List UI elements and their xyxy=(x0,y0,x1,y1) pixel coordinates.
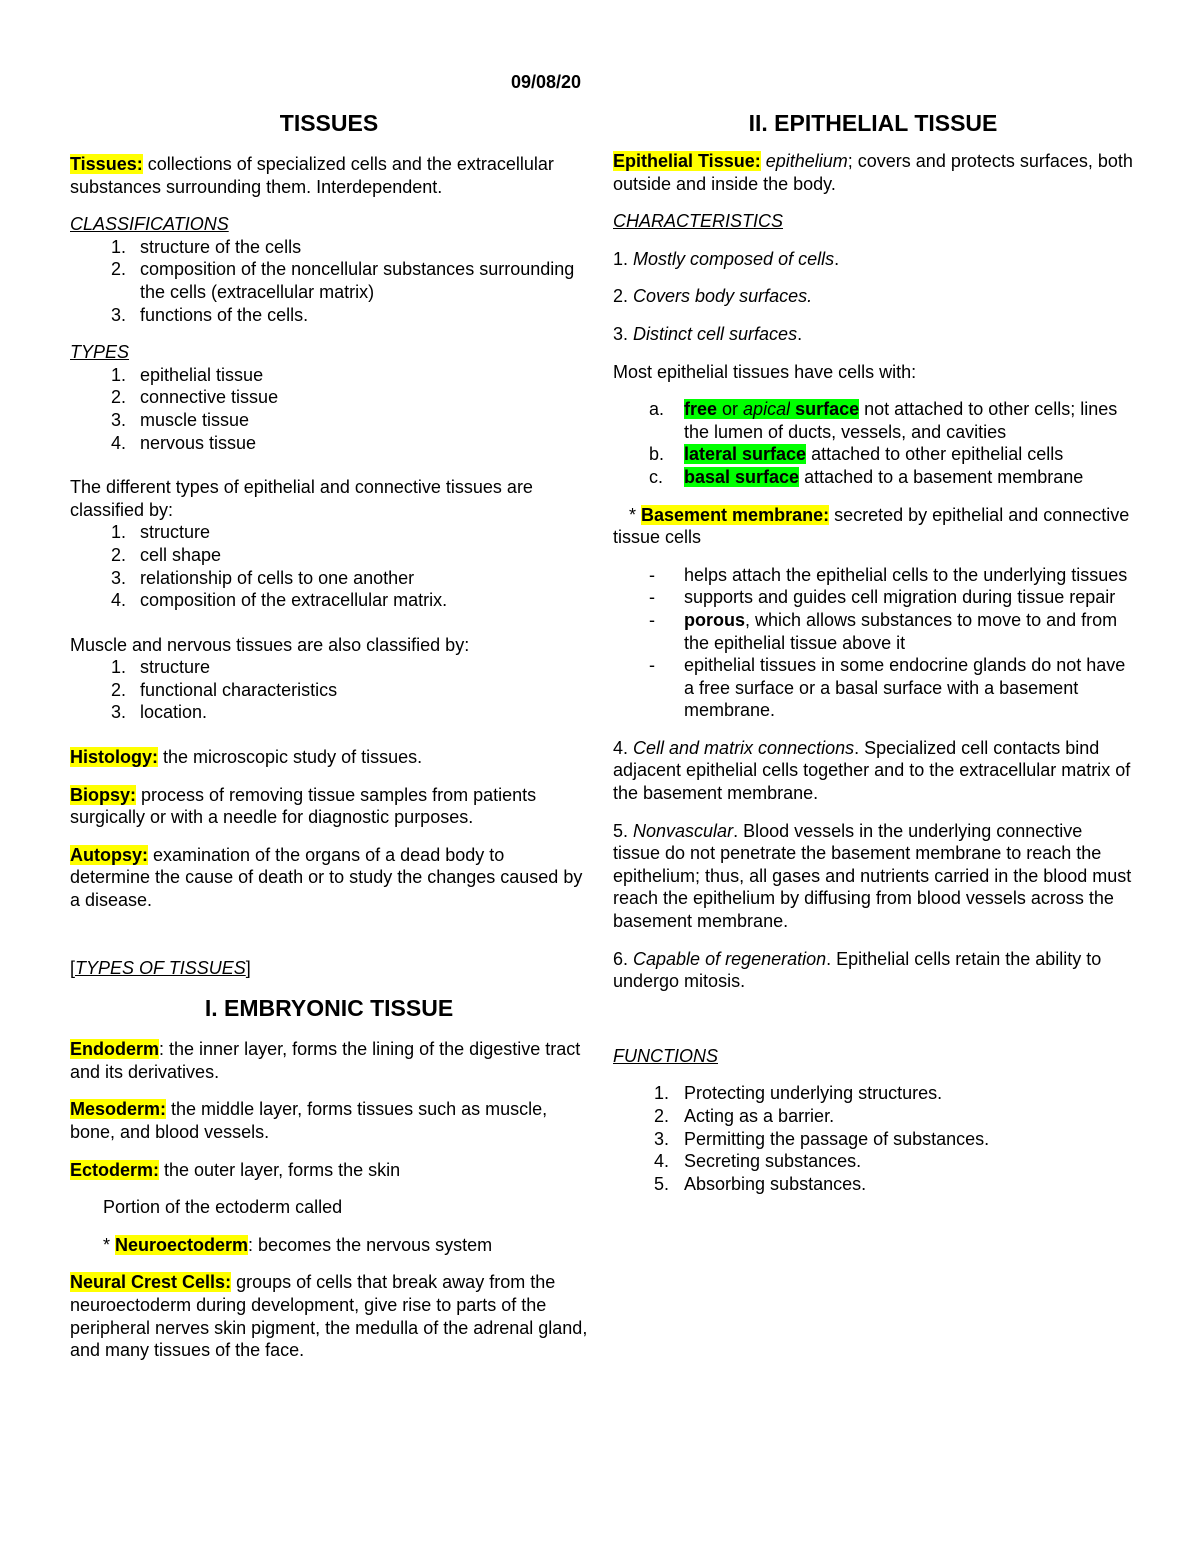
left-column xyxy=(70,108,588,1377)
types-of-tissues-heading: [TYPES OF TISSUES] xyxy=(70,957,251,978)
histology-definition: Histology: the microscopic study of tissues. xyxy=(70,747,423,768)
most-epithelial-intro: Most epithelial tissues have cells with: xyxy=(613,361,917,382)
characteristic-3: 3. Distinct cell surfaces. xyxy=(613,323,803,344)
right-column xyxy=(613,108,1133,1195)
list-item: 4. composition of the extracellular matrix. xyxy=(110,590,448,611)
list-item: 1. structure of the cells xyxy=(110,236,302,257)
characteristic-1: 1. Mostly composed of cells. xyxy=(613,248,840,269)
characteristic-2: 2. Covers body surfaces. xyxy=(613,286,813,307)
functions-list xyxy=(613,1082,1133,1195)
biopsy-definition: Biopsy: process of removing tissue samples from patients surgically or with a needle for diagnostic purposes. xyxy=(70,784,537,828)
list-item: 3. location. xyxy=(110,702,208,723)
neural-crest-definition: Neural Crest Cells: groups of cells that break away from the neuroectoderm during development, give rise to parts of the peripheral nerves skin pigment, the medulla of the adrenal gland, and many tissues of the face. xyxy=(70,1272,588,1361)
characteristic-6: 6. Capable of regeneration. Epithelial cells retain the ability to undergo mitosis. xyxy=(613,948,1102,992)
classifications-heading: CLASSIFICATIONS xyxy=(70,214,229,235)
epithelial-title: II. EPITHELIAL TISSUE xyxy=(748,110,998,136)
list-item: - epithelial tissues in some endocrine glands do not have a free surface or a basal surface with a basement membrane. xyxy=(649,655,1126,721)
basement-membrane-definition: * Basement membrane: secreted by epithelial and connective tissue cells xyxy=(613,504,1130,548)
list-item: 2. connective tissue xyxy=(110,387,279,408)
basement-membrane-points xyxy=(613,564,1133,722)
characteristic-4: 4. Cell and matrix connections. Specialized cell contacts bind adjacent epithelial cells together and to the extracellular matrix of the basement membrane. xyxy=(613,737,1131,804)
neuroectoderm-term: Neuroectoderm xyxy=(115,1234,249,1255)
ectoderm-definition: Ectoderm: the outer layer, forms the skin xyxy=(70,1159,401,1180)
tissues-def-text: collections of specialized cells and the extracellular substances surrounding them. Interdependent. xyxy=(70,154,554,197)
autopsy-definition: Autopsy: examination of the organs of a dead body to determine the cause of death or to study the changes caused by a disease. xyxy=(70,844,583,911)
epithelial-definition: Epithelial Tissue: epithelium; covers and protects surfaces, both outside and inside the body. xyxy=(613,151,1133,194)
portion-text: Portion of the ectoderm called xyxy=(103,1197,343,1218)
mesoderm-term: Mesoderm: xyxy=(70,1099,167,1120)
epithelial-term: Epithelial Tissue: xyxy=(613,151,761,171)
surfaces-list xyxy=(613,398,1133,488)
tissues-definition xyxy=(70,153,588,198)
types-heading: TYPES xyxy=(70,342,130,363)
mesoderm-definition: Mesoderm: the middle layer, forms tissues such as muscle, bone, and blood vessels. xyxy=(70,1099,548,1142)
tissues-title: TISSUES xyxy=(279,110,379,136)
classifications-list xyxy=(70,236,588,326)
ectoderm-term: Ectoderm: xyxy=(70,1159,160,1180)
mus-nerv-list xyxy=(70,656,588,724)
embryonic-title: I. EMBRYONIC TISSUE xyxy=(204,995,454,1022)
histology-term: Histology: xyxy=(70,747,158,768)
endoderm-term: Endoderm xyxy=(70,1039,160,1060)
biopsy-term: Biopsy: xyxy=(70,784,137,805)
types-list xyxy=(70,364,588,454)
characteristic-5: 5. Nonvascular. Blood vessels in the underlying connective tissue do not penetrate the basement membrane to reach the epithelium; thus, all gases and nutrients carried in the blood must reach the epithelium by diffusing from blood vessels across the basement membrane. xyxy=(613,820,1132,932)
list-item: 2. functional characteristics xyxy=(110,679,338,700)
list-item: 3. relationship of cells to one another xyxy=(110,567,415,588)
list-item: 4. nervous tissue xyxy=(110,432,257,453)
list-item: 4. Secreting substances. xyxy=(653,1151,862,1172)
list-item: 1. epithelial tissue xyxy=(110,364,264,385)
list-item: - porous, which allows substances to move to and from the epithelial tissue above it xyxy=(649,609,1118,653)
list-item: b. lateral surface attached to other epithelial cells xyxy=(649,444,1064,465)
list-item: 2. cell shape xyxy=(110,544,222,565)
mus-nerv-intro: Muscle and nervous tissues are also classified by: xyxy=(70,634,470,655)
neuroectoderm-definition: * Neuroectoderm: becomes the nervous system xyxy=(103,1234,493,1255)
list-item: 1. structure xyxy=(110,522,211,543)
neural-crest-term: Neural Crest Cells: xyxy=(70,1272,232,1293)
document-date: 09/08/20 xyxy=(510,72,582,92)
basement-membrane-term: Basement membrane: xyxy=(641,504,830,525)
epi-conn-list xyxy=(70,521,588,611)
list-item: 3. Permitting the passage of substances. xyxy=(653,1128,990,1149)
list-item: 3. functions of the cells. xyxy=(110,304,309,325)
list-item: 5. Absorbing substances. xyxy=(653,1173,867,1194)
list-item: 2. Acting as a barrier. xyxy=(653,1106,835,1126)
functions-heading: FUNCTIONS xyxy=(613,1045,718,1066)
list-item: 1. Protecting underlying structures. xyxy=(653,1083,943,1104)
tissues-term: Tissues: xyxy=(70,154,143,174)
characteristics-heading: CHARACTERISTICS xyxy=(613,211,784,232)
list-item: 3. muscle tissue xyxy=(110,409,250,430)
list-item: 2. composition of the noncellular substances surrounding the cells (extracellular matrix) xyxy=(110,259,575,302)
epi-conn-intro: The different types of epithelial and connective tissues are classified by: xyxy=(70,477,533,520)
list-item: - helps attach the epithelial cells to the underlying tissues xyxy=(649,564,1128,585)
endoderm-definition: Endoderm: the inner layer, forms the lining of the digestive tract and its derivatives. xyxy=(70,1039,581,1082)
list-item: a. free or apical surface not attached to other cells; lines the lumen of ducts, vessels, and cavities xyxy=(649,399,1118,442)
autopsy-term: Autopsy: xyxy=(70,844,148,865)
list-item: c. basal surface attached to a basement membrane xyxy=(649,466,1084,487)
list-item: - supports and guides cell migration during tissue repair xyxy=(649,587,1116,608)
list-item: 1. structure xyxy=(110,657,211,678)
